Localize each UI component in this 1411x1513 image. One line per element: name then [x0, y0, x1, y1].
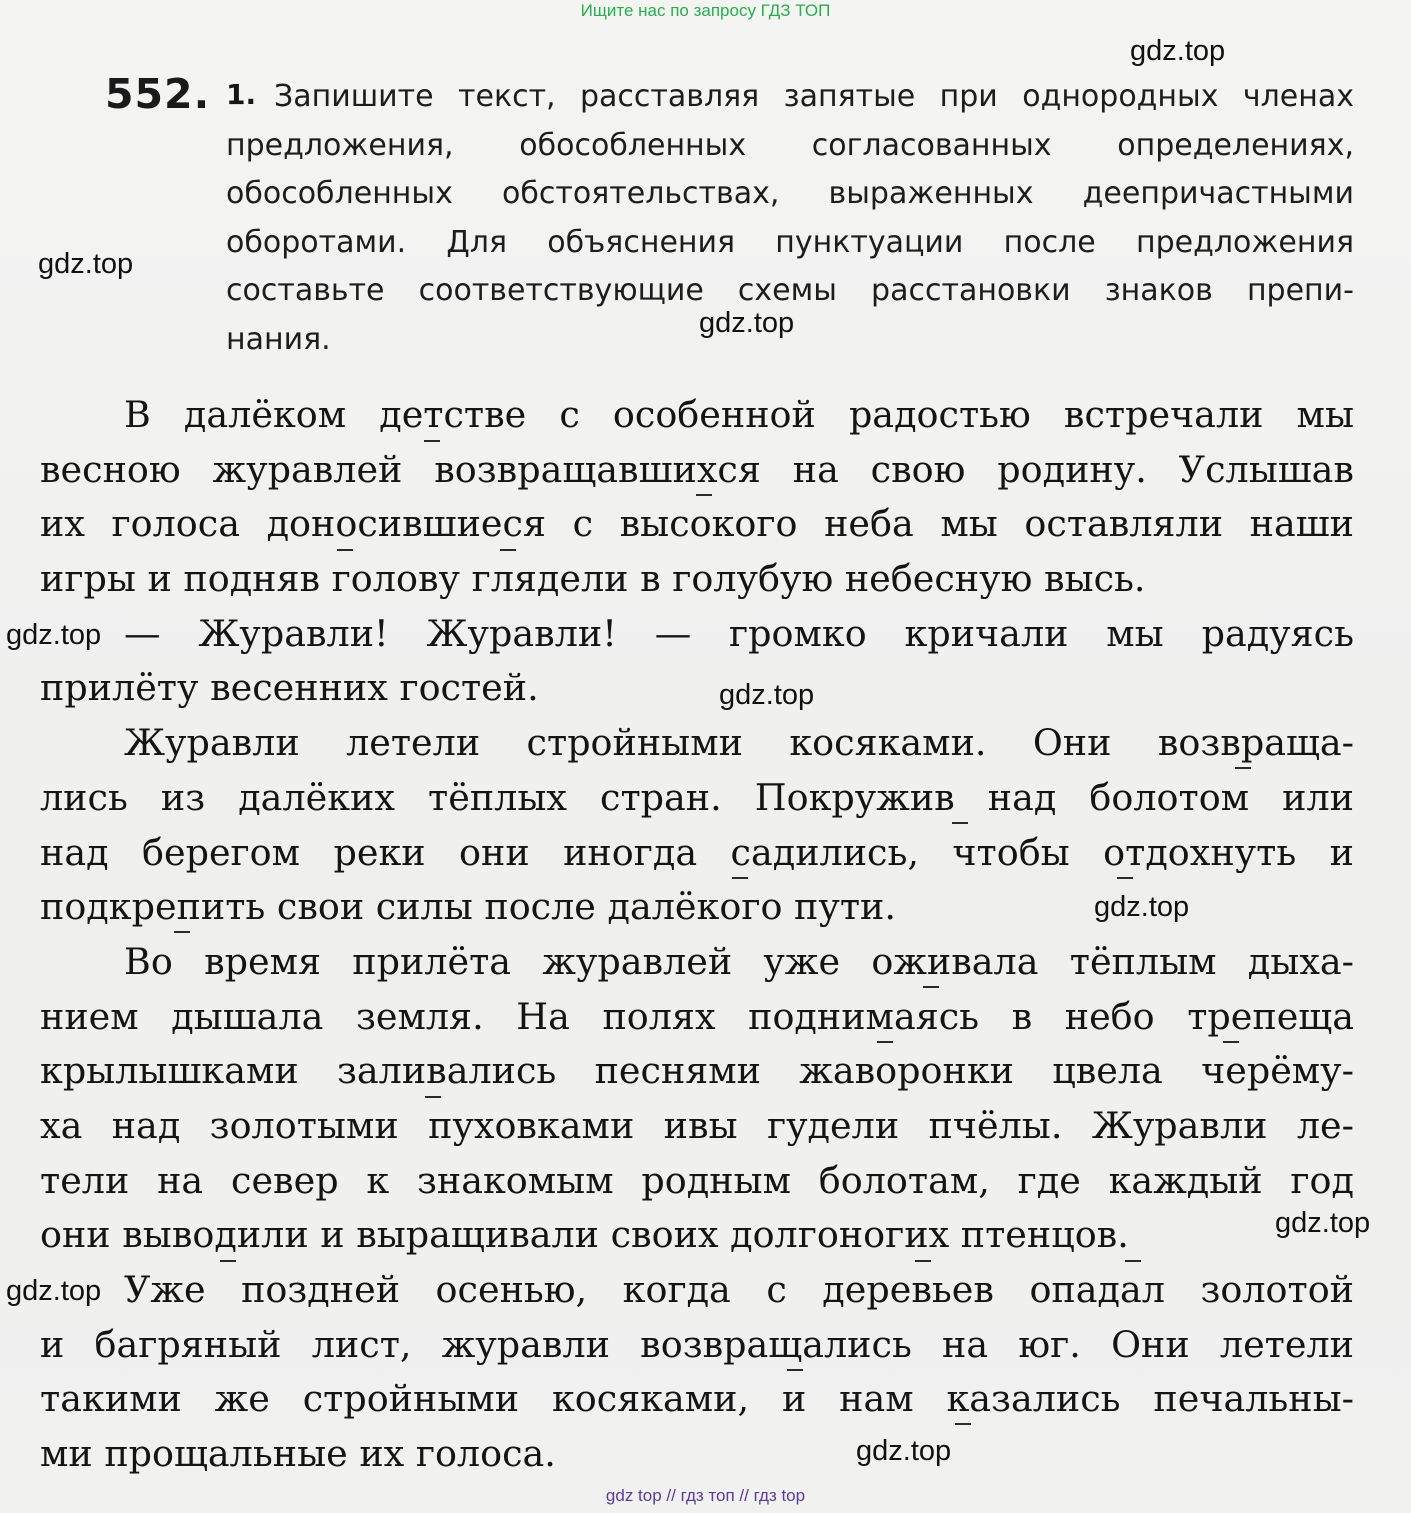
stress-mark — [425, 1096, 441, 1098]
stress-mark — [1223, 1041, 1239, 1043]
search-banner[interactable]: Ищите нас по запросу ГДЗ ТОП — [580, 1, 831, 20]
text-line: крылышками заливались песнями жаворонки цвела черёму- — [40, 1049, 1354, 1093]
stress-mark — [955, 1423, 971, 1425]
instruction-line: составьте соответствующие схемы расстановки знаков препи- — [226, 273, 1354, 308]
text-line: ми прощальные их голоса. — [40, 1432, 556, 1476]
stress-mark — [787, 1369, 803, 1371]
watermark: gdz.top — [856, 1435, 952, 1467]
text-line: ха над золотыми пуховками ивы гудели пчёлы. Журавли ле- — [40, 1103, 1354, 1147]
stress-mark — [877, 1041, 893, 1043]
watermark: gdz.top — [6, 1275, 102, 1307]
instruction-line: Запишите текст, расставляя запятые при однородных членах — [274, 79, 1354, 114]
watermark: gdz.top — [1275, 1207, 1371, 1239]
text-line: над берегом реки они иногда садились, чтобы отдохнуть и — [40, 830, 1354, 874]
watermark: gdz.top — [1130, 35, 1226, 67]
watermark: gdz.top — [1094, 891, 1190, 923]
stress-mark — [500, 549, 516, 551]
exercise-text — [40, 388, 1354, 1482]
watermark: gdz.top — [6, 619, 102, 651]
instruction-line: предложения, обособленных согласованных определениях, — [226, 127, 1354, 163]
exercise-part-number: 1. — [226, 78, 257, 111]
stress-mark — [952, 822, 968, 824]
instruction-line: оборотами. Для объяснения пунктуации после предложения — [226, 224, 1354, 260]
text-line: — Журавли! Журавли! — громко кричали мы радуясь — [124, 611, 1354, 655]
stress-mark — [337, 549, 353, 551]
stress-mark — [696, 494, 712, 496]
text-line: игры и подняв голову глядели в голубую небесную высь. — [40, 557, 1146, 601]
stress-mark — [174, 931, 190, 933]
text-line: Во время прилёта журавлей уже оживала тёплым дыха- — [124, 939, 1354, 983]
instruction-line: нания. — [226, 321, 331, 357]
text-line: их голоса доносившиеся с высокого неба мы оставляли наши — [40, 502, 1354, 546]
text-line: тели на север к знакомым родным болотам, где каждый год — [40, 1158, 1354, 1202]
text-line: Журавли летели стройными косяками. Они возвраща- — [124, 721, 1354, 765]
text-line: лись из далёких тёплых стран. Покружив над болотом или — [40, 775, 1354, 819]
watermark: gdz.top — [699, 307, 795, 339]
stress-mark — [923, 986, 939, 988]
footer-links[interactable]: gdz top // гдз топ // гдз top — [605, 1486, 806, 1505]
text-line: весною журавлей возвращавшихся на свою родину. Услышав — [40, 447, 1354, 491]
text-line: они выводили и выращивали своих долгоногих птенцов. — [40, 1213, 1129, 1257]
watermark: gdz.top — [719, 679, 815, 711]
text-line: В далёком детстве с особенной радостью встречали мы — [124, 393, 1354, 436]
text-line: Уже поздней осенью, когда с деревьев опадал золотой — [124, 1268, 1354, 1311]
text-line: такими же стройными косяками, и нам казались печальны- — [40, 1377, 1354, 1421]
text-line: и багряный лист, журавли возвращались на юг. Они летели — [40, 1322, 1354, 1366]
text-line: подкрепить свои силы после далёкого пути. — [40, 885, 896, 929]
text-line: прилёту весенних гостей. — [40, 666, 539, 710]
stress-mark — [220, 1260, 236, 1262]
instruction-line: обособленных обстоятельствах, выраженных деепричастными — [226, 176, 1354, 211]
stress-mark — [1235, 767, 1251, 769]
stress-mark — [1117, 877, 1133, 879]
text-line: нием дышала земля. На полях поднимаясь в небо трепеща — [40, 994, 1354, 1038]
exercise-number: 552. — [105, 70, 211, 118]
stress-mark — [915, 1260, 931, 1262]
stress-mark — [732, 877, 748, 879]
stress-mark — [424, 440, 440, 442]
watermark: gdz.top — [38, 248, 134, 280]
stress-mark — [1125, 1260, 1141, 1262]
